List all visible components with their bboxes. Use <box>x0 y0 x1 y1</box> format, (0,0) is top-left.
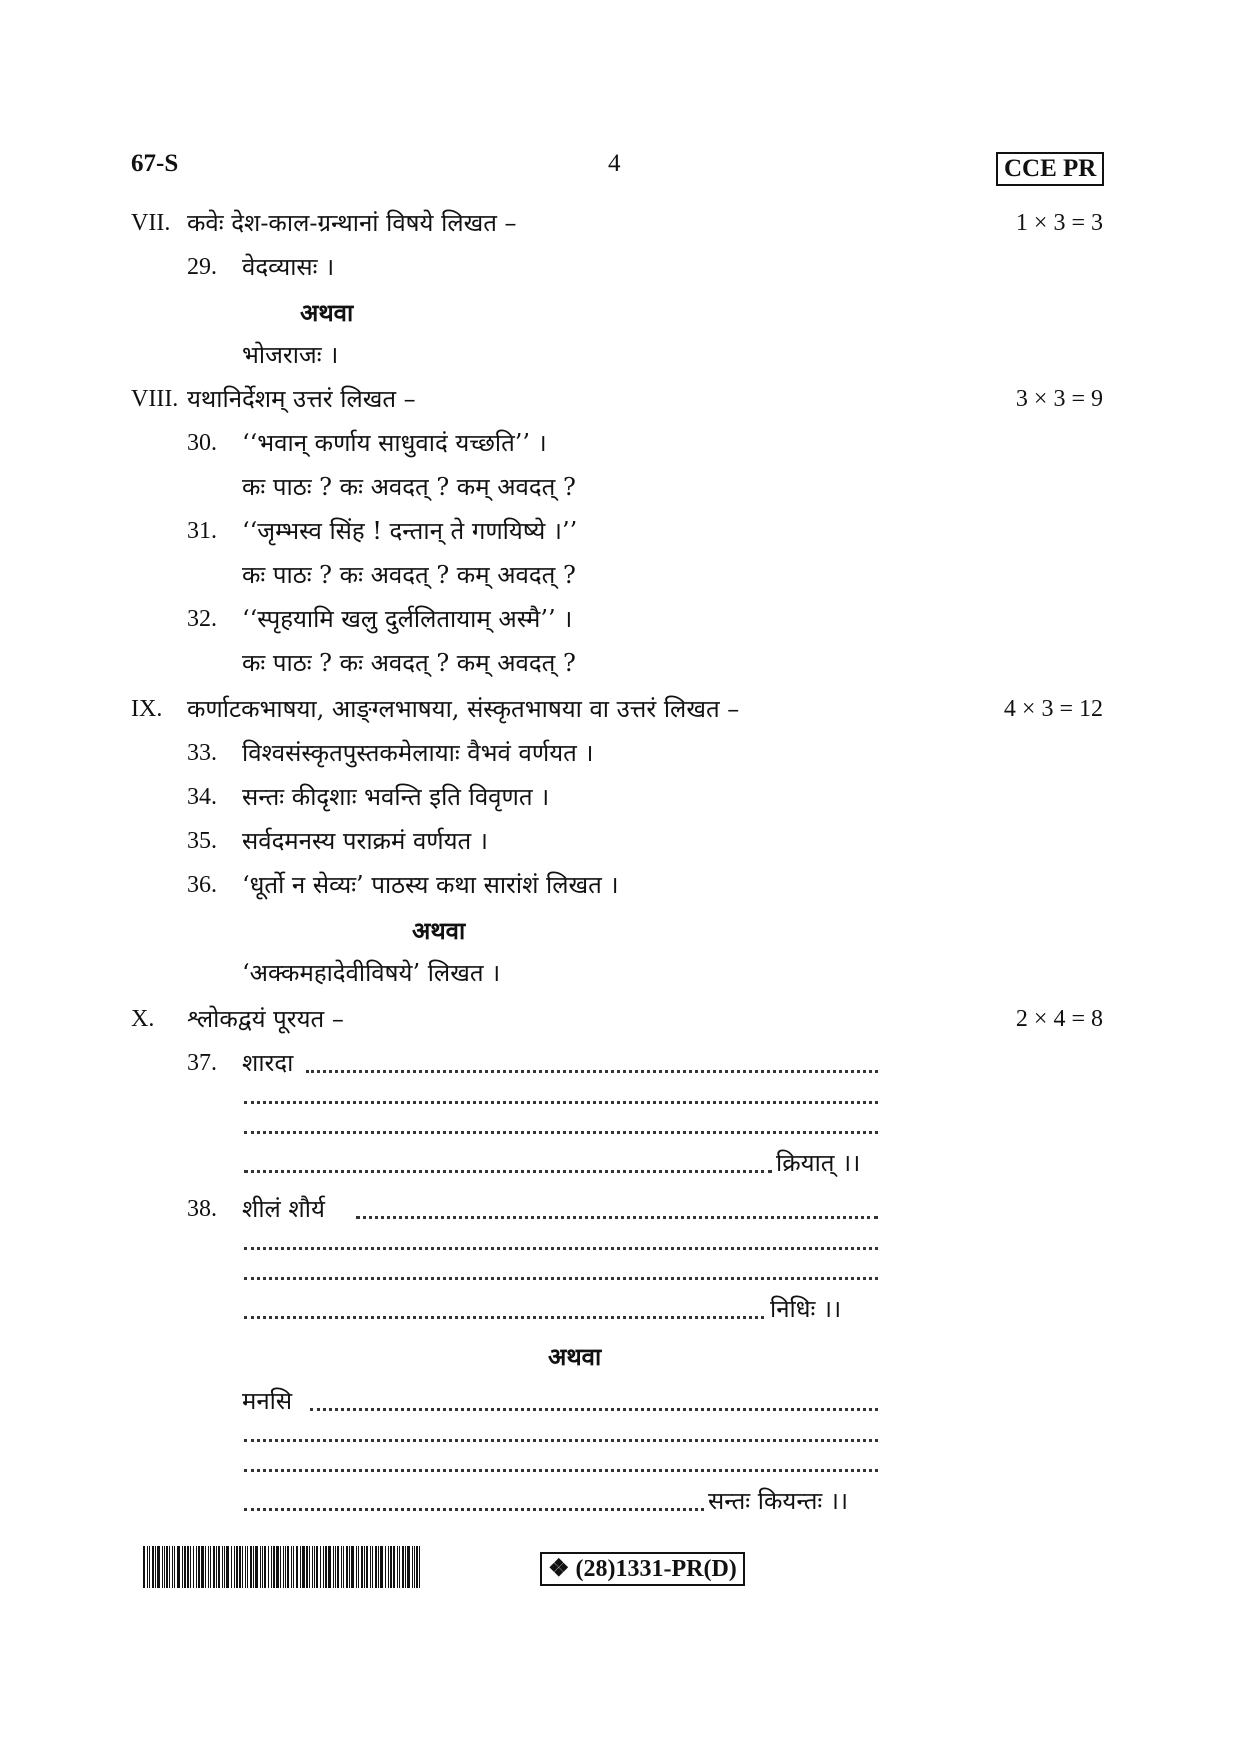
barcode-bar <box>380 1546 383 1588</box>
barcode-bar <box>349 1546 350 1588</box>
barcode-bar <box>166 1546 168 1588</box>
barcode-bar <box>325 1546 327 1588</box>
barcode-bar <box>306 1546 308 1588</box>
footer-paper-code: ❖ (28)1331-PR(D) <box>540 1552 745 1586</box>
barcode-bar <box>393 1546 395 1588</box>
barcode-bar <box>184 1546 186 1588</box>
alt-verse-end-text: सन्तः कियन्तः ।। <box>708 1487 849 1515</box>
barcode-bar <box>143 1546 145 1588</box>
barcode-bar <box>234 1546 235 1588</box>
barcode-bar <box>361 1546 363 1588</box>
barcode-bar <box>260 1546 261 1588</box>
barcode-bar <box>271 1546 272 1588</box>
barcode-bar <box>226 1546 229 1588</box>
section-vii-marks: 1 × 3 = 3 <box>1015 210 1103 236</box>
q38-number: 38. <box>187 1196 217 1222</box>
q38-blank-line-1[interactable] <box>356 1216 878 1219</box>
q31-subquestion: कः पाठः ? कः अवदत् ? कम् अवदत् ? <box>242 561 576 589</box>
barcode-bar <box>291 1546 292 1588</box>
section-ix-alt-text: ‘अक्कमहादेवीविषये’ लिखत । <box>242 959 501 987</box>
section-x-instruction: श्लोकद्वयं पूरयत – <box>187 1005 344 1033</box>
barcode-bar <box>372 1546 373 1588</box>
q32-text: ‘‘स्पृहयामि खलु दुर्ललितायाम् अस्मै’’ । <box>242 605 573 633</box>
barcode-bar <box>253 1546 254 1588</box>
barcode-bar <box>255 1546 258 1588</box>
section-x-marks: 2 × 4 = 8 <box>1015 1006 1103 1032</box>
barcode-bar <box>412 1546 413 1588</box>
q29-number: 29. <box>187 254 217 280</box>
barcode-bar <box>378 1546 379 1588</box>
barcode-bar <box>247 1546 248 1588</box>
alt-verse-blank-line-3[interactable] <box>244 1469 878 1472</box>
barcode <box>143 1546 425 1588</box>
barcode-bar <box>162 1546 163 1588</box>
barcode-bar <box>172 1546 173 1588</box>
barcode-bar <box>205 1546 206 1588</box>
barcode-bar <box>216 1546 217 1588</box>
q32-subquestion: कः पाठः ? कः अवदत् ? कम् अवदत् ? <box>242 649 576 677</box>
barcode-bar <box>190 1546 191 1588</box>
q37-end-text: क्रियात् ।। <box>776 1149 861 1177</box>
barcode-bar <box>287 1546 289 1588</box>
q30-text: ‘‘भवान् कर्णाय साधुवादं यच्छति’’ । <box>242 429 547 457</box>
alt-verse-blank-line-1[interactable] <box>310 1408 878 1411</box>
barcode-bar <box>210 1546 211 1588</box>
q35-number: 35. <box>187 828 217 854</box>
barcode-bar <box>283 1546 284 1588</box>
barcode-bar <box>187 1546 189 1588</box>
section-viii-marks: 3 × 3 = 9 <box>1015 386 1103 412</box>
barcode-bar <box>164 1546 165 1588</box>
barcode-bar <box>314 1546 315 1588</box>
barcode-bar <box>222 1546 223 1588</box>
barcode-bar <box>370 1546 371 1588</box>
barcode-bar <box>351 1546 354 1588</box>
q36-number: 36. <box>187 872 217 898</box>
barcode-bar <box>312 1546 313 1588</box>
barcode-bar <box>273 1546 275 1588</box>
barcode-bar <box>262 1546 263 1588</box>
barcode-bar <box>149 1546 150 1588</box>
barcode-bar <box>341 1546 342 1588</box>
q37-start-text: शारदा <box>242 1049 294 1077</box>
barcode-bar <box>174 1546 175 1588</box>
barcode-bar <box>280 1546 281 1588</box>
barcode-bar <box>293 1546 294 1588</box>
barcode-bar <box>302 1546 305 1588</box>
barcode-bar <box>364 1546 365 1588</box>
q36-text: ‘धूर्तो न सेव्यः’ पाठस्य कथा सारांशं लिखत । <box>242 871 619 899</box>
q29-text: वेदव्यासः । <box>242 253 335 281</box>
page-number: 4 <box>608 150 621 177</box>
barcode-bar <box>385 1546 386 1588</box>
barcode-bar <box>407 1546 410 1588</box>
barcode-bar <box>196 1546 197 1588</box>
barcode-bar <box>419 1546 420 1588</box>
barcode-bar <box>218 1546 220 1588</box>
alt-verse-blank-line-4[interactable] <box>244 1508 704 1511</box>
alt-verse-start-text: मनसि <box>242 1387 293 1415</box>
barcode-bar <box>402 1546 404 1588</box>
section-ix-instruction: कर्णाटकभाषया, आङ्ग्लभाषया, संस्कृतभाषया वा उत्तरं लिखत – <box>187 695 740 723</box>
barcode-bar <box>231 1546 232 1588</box>
q32-number: 32. <box>187 606 217 632</box>
q34-text: सन्तः कीदृशाः भवन्ति इति विवृणत । <box>242 783 550 811</box>
q37-blank-line-4[interactable] <box>244 1170 772 1173</box>
barcode-bar <box>328 1546 331 1588</box>
barcode-bar <box>333 1546 334 1588</box>
barcode-bar <box>335 1546 336 1588</box>
barcode-bar <box>177 1546 180 1588</box>
section-viii-instruction: यथानिर्देशम् उत्तरं लिखत – <box>187 385 416 413</box>
barcode-bar <box>208 1546 209 1588</box>
barcode-bar <box>236 1546 238 1588</box>
barcode-bar <box>397 1546 398 1588</box>
q37-number: 37. <box>187 1050 217 1076</box>
section-x-numeral: X. <box>131 1006 155 1032</box>
section-ix-numeral: IX. <box>131 696 163 722</box>
q38-end-text: निधिः ।। <box>770 1295 842 1323</box>
q31-text: ‘‘जृम्भस्व सिंह ! दन्तान् ते गणयिष्ये ।’’ <box>242 517 578 545</box>
barcode-bar <box>193 1546 194 1588</box>
q37-blank-line-1[interactable] <box>306 1070 878 1073</box>
q38-start-text: शीलं शौर्य <box>242 1195 325 1223</box>
barcode-bar <box>337 1546 339 1588</box>
barcode-bar <box>296 1546 298 1588</box>
barcode-bar <box>405 1546 406 1588</box>
q38-blank-line-2[interactable] <box>244 1247 878 1250</box>
q33-number: 33. <box>187 740 217 766</box>
barcode-bar <box>213 1546 215 1588</box>
section-vii-alt-text: भोजराजः । <box>242 341 339 369</box>
q34-number: 34. <box>187 784 217 810</box>
section-viii-numeral: VIII. <box>131 386 179 412</box>
alt-verse-blank-line-2[interactable] <box>244 1439 878 1442</box>
cce-pr-label: CCE PR <box>996 152 1104 186</box>
barcode-bar <box>224 1546 225 1588</box>
barcode-bar <box>198 1546 200 1588</box>
barcode-bar <box>152 1546 154 1588</box>
q30-number: 30. <box>187 430 217 456</box>
barcode-bar <box>358 1546 359 1588</box>
paper-code: 67-S <box>131 150 179 177</box>
barcode-bar <box>399 1546 400 1588</box>
q37-blank-line-2[interactable] <box>244 1101 878 1104</box>
barcode-bar <box>182 1546 183 1588</box>
barcode-bar <box>250 1546 252 1588</box>
barcode-bar <box>366 1546 368 1588</box>
q33-text: विश्वसंस्कृतपुस्तकमेलायाः वैभवं वर्णयत । <box>242 739 594 767</box>
barcode-bar <box>346 1546 348 1588</box>
barcode-bar <box>264 1546 266 1588</box>
section-vii-or-label: अथवा <box>300 298 354 327</box>
barcode-bar <box>157 1546 160 1588</box>
barcode-bar <box>285 1546 286 1588</box>
barcode-bar <box>300 1546 301 1588</box>
barcode-bar <box>320 1546 321 1588</box>
barcode-bar <box>201 1546 204 1588</box>
barcode-bar <box>375 1546 377 1588</box>
barcode-bar <box>242 1546 243 1588</box>
q38-blank-line-4[interactable] <box>244 1316 764 1319</box>
section-ix-marks: 4 × 3 = 12 <box>1003 696 1103 722</box>
barcode-bar <box>147 1546 148 1588</box>
barcode-bar <box>155 1546 156 1588</box>
barcode-bar <box>276 1546 279 1588</box>
barcode-bar <box>239 1546 241 1588</box>
barcode-bar <box>414 1546 415 1588</box>
barcode-bar <box>390 1546 392 1588</box>
barcode-bar <box>169 1546 170 1588</box>
barcode-bar <box>343 1546 344 1588</box>
barcode-bar <box>245 1546 246 1588</box>
barcode-bar <box>309 1546 310 1588</box>
barcode-bar <box>323 1546 324 1588</box>
q37-blank-line-3[interactable] <box>244 1131 878 1134</box>
section-vii-numeral: VII. <box>131 210 171 236</box>
q38-blank-line-3[interactable] <box>244 1277 878 1280</box>
barcode-bar <box>388 1546 389 1588</box>
barcode-bar <box>356 1546 357 1588</box>
barcode-bar <box>316 1546 318 1588</box>
barcode-bar <box>268 1546 269 1588</box>
barcode-bar <box>416 1546 418 1588</box>
section-ix-or-label: अथवा <box>412 916 466 945</box>
section-x-or-label: अथवा <box>548 1342 602 1371</box>
q30-subquestion: कः पाठः ? कः अवदत् ? कम् अवदत् ? <box>242 473 576 501</box>
q31-number: 31. <box>187 518 217 544</box>
q35-text: सर्वदमनस्य पराक्रमं वर्णयत । <box>242 827 488 855</box>
section-vii-instruction: कवेः देश-काल-ग्रन्थानां विषये लिखत – <box>187 209 517 237</box>
